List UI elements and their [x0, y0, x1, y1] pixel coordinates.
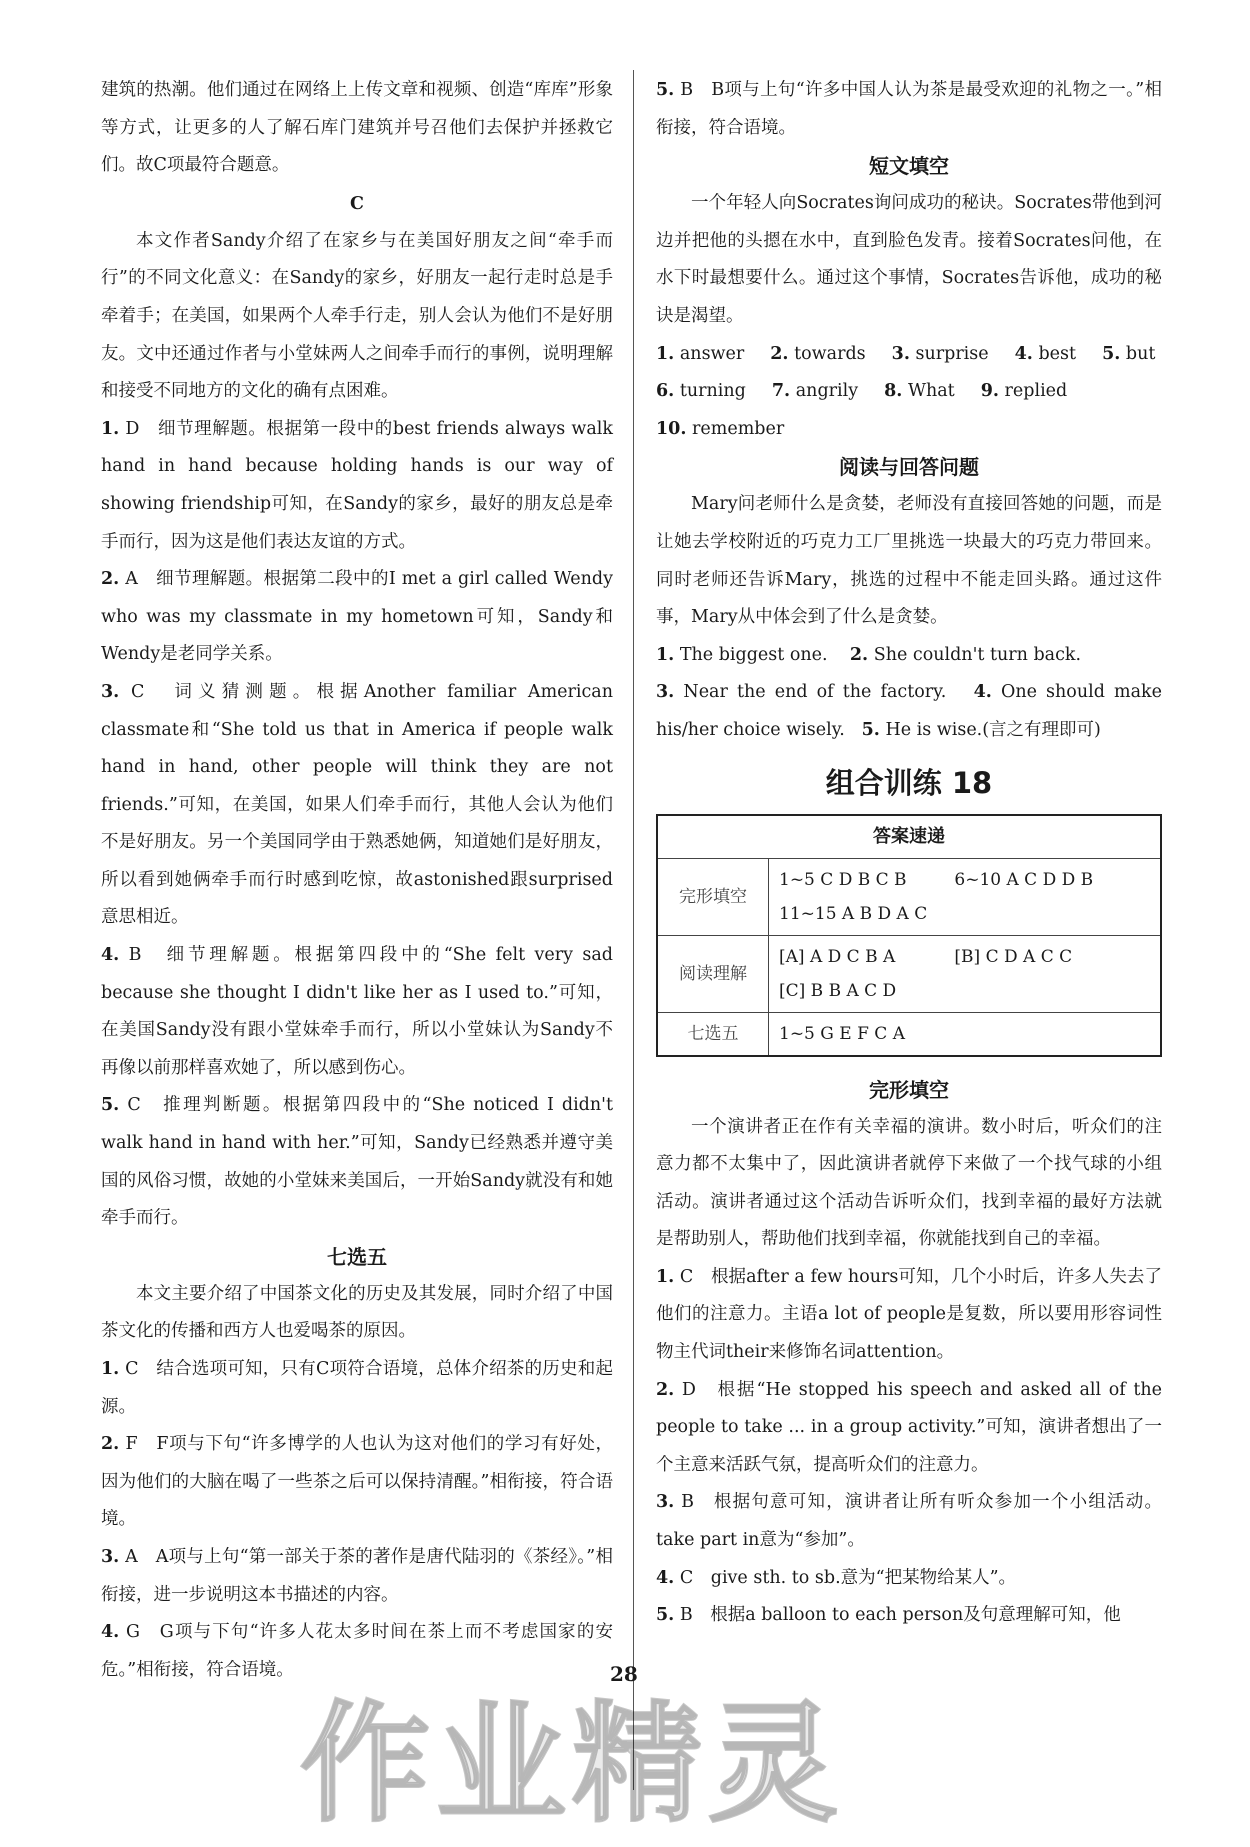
reading-qa-summary: Mary问老师什么是贪婪，老师没有直接回答她的问题，而是让她去学校附近的巧克力工厂里挑选一块最大的巧克力带回来。同时老师还告诉Mary，挑选的过程中不能走回头路。通过这件事，Mary从中体会到了什么是贪婪。	[656, 494, 1162, 628]
section-c-item-5: 5. C 推理判断题。根据第四段中的“She noticed I didn't walk hand in hand with her.”可知，Sandy已经熟悉并遵守美国的风俗习惯，故她的小堂妹来美国后，一开始Sandy就没有和她牵手而行。	[101, 1095, 613, 1229]
column-divider	[633, 70, 634, 1790]
cloze-item-3: 3. B 根据句意可知，演讲者让所有听众参加一个小组活动。take part in意为“参加”。	[656, 1492, 1162, 1551]
cloze-item-5: 5. B 根据a balloon to each person及句意理解可知，他	[656, 1605, 1121, 1626]
watermark: 作业精灵	[300, 1688, 845, 1840]
list-item: 2. towards	[770, 343, 866, 364]
section-c-item-1: 1. D 细节理解题。根据第一段中的best friends always walk hand in hand because holding hands is our way of showing friendship可知，在Sandy的家乡，最好的朋友总是牵手而行，因为这是他们表达友谊的方式。	[101, 418, 613, 552]
short-fill-heading: 短文填空	[869, 154, 949, 179]
list-item: 5. but	[1102, 343, 1156, 364]
answer-table-header: 答案速递	[657, 815, 1161, 859]
training-title: 组合训练 18	[825, 765, 993, 800]
cloze-heading: 完形填空	[869, 1077, 949, 1102]
table-row: 阅读理解 [A] A D C B A [B] C D A C C [C] B B A C D	[657, 935, 1161, 1012]
reading-qa-heading: 阅读与回答问题	[839, 455, 979, 480]
section-c-item-2: 2. A 细节理解题。根据第二段中的I met a girl called Wendy who was my classmate in my hometown可知，Sandy和Wendy是老同学关系。	[101, 569, 613, 665]
list-item: 10. remember	[656, 418, 785, 439]
list-item: 8. What	[884, 381, 955, 402]
top-item-5: 5. B B项与上句“许多中国人认为茶是最受欢迎的礼物之一。”相衔接，符合语境。	[656, 80, 1162, 138]
list-item: 4. best	[1014, 343, 1077, 364]
section-c-summary: 本文作者Sandy介绍了在家乡与在美国好朋友之间“牵手而行”的不同文化意义：在Sandy的家乡，好朋友一起行走时总是手牵着手；在美国，如果两个人牵手行走，别人会认为他们不是好朋友。文中还通过作者与小堂妹两人之间牵手而行的事例，说明理解和接受不同地方的文化的确有点困难。	[101, 230, 613, 402]
list-item: 1. answer	[656, 343, 745, 364]
section-7x5-item-2: 2. F F项与下句“许多博学的人也认为这对他们的学习有好处，因为他们的大脑在喝了一些茶之后可以保持清醒。”相衔接，符合语境。	[101, 1434, 613, 1530]
section-7x5-item-3: 3. A A项与上句“第一部关于茶的著作是唐代陆羽的《茶经》。”相衔接，进一步说明这本书描述的内容。	[101, 1546, 613, 1605]
section-c-item-3: 3. C 词义猜测题。根据Another familiar American classmate和“She told us that in America if people walk hand in hand, other people will think they are not friends.”可知，在美国，如果人们牵手而行，其他人会认为他们不是好朋友。另一个美国同学由于熟悉她俩，知道她们是好朋友，所以看到她俩牵手而行时感到吃惊，故astonished跟surprised意思相近。	[101, 681, 613, 928]
list-item: 6. turning	[656, 381, 746, 402]
short-fill-answers	[656, 336, 1162, 449]
short-fill-summary: 一个年轻人向Socrates询问成功的秘诀。Socrates带他到河边并把他的头摁在水中，直到脸色发青。接着Socrates问他，在水下时最想要什么。通过这个事情，Socrates告诉他，成功的秘诀是渴望。	[656, 193, 1162, 326]
reading-qa-answers: 1. The biggest one. 2. She couldn't turn back. 3. Near the end of the factory. 4. One should make his/her choice wisely. 5. He is wise.(言之有理即可)	[656, 644, 1162, 740]
list-item: 9. replied	[980, 381, 1068, 402]
cloze-item-2: 2. D 根据“He stopped his speech and asked all of the people to take ... in a group activity.”可知，演讲者想出了一个主意来活跃气氛，提高听众们的注意力。	[656, 1379, 1162, 1475]
list-item: 3. surprise	[891, 343, 989, 364]
cloze-summary: 一个演讲者正在作有关幸福的演讲。数小时后，听众们的注意力都不太集中了，因此演讲者就停下来做了一个找气球的小组活动。演讲者通过这个活动告诉听众们，找到幸福的最好方法就是帮助别人，帮助他们找到幸福，你就能找到自己的幸福。	[656, 1116, 1162, 1250]
section-7x5-item-4: 4. G G项与下句“许多人花太多时间在茶上而不考虑国家的安危。”相衔接，符合语境。	[101, 1622, 613, 1680]
page-number: 28	[610, 1662, 638, 1686]
section-c-item-4: 4. B 细节理解题。根据第四段中的“She felt very sad because she thought I didn't like her as I used to.”可知，在美国Sandy没有跟小堂妹牵手而行，所以小堂妹认为Sandy不再像以前那样喜欢她了，所以感到伤心。	[101, 945, 613, 1078]
table-row: 七选五 1~5 G E F C A	[657, 1012, 1161, 1056]
right-column	[656, 72, 1162, 1635]
list-item: 7. angrily	[771, 381, 859, 402]
section-7x5-summary: 本文主要介绍了中国茶文化的历史及其发展，同时介绍了中国茶文化的传播和西方人也爱喝茶的原因。	[101, 1283, 613, 1342]
intro-paragraph: 建筑的热潮。他们通过在网络上上传文章和视频、创造“库库”形象等方式，让更多的人了解石库门建筑并号召他们去保护并拯救它们。故C项最符合题意。	[101, 80, 613, 176]
cloze-item-1: 1. C 根据after a few hours可知，几个小时后，许多人失去了他们的注意力。主语a lot of people是复数，所以要用形容词性物主代词their来修饰名词attention。	[656, 1266, 1162, 1363]
answer-table	[656, 814, 1162, 1057]
section-c-heading: C	[350, 193, 364, 214]
section-7x5-heading: 七选五	[327, 1244, 387, 1269]
section-7x5-item-1: 1. C 结合选项可知，只有C项符合语境，总体介绍茶的历史和起源。	[101, 1359, 613, 1417]
cloze-item-4: 4. C give sth. to sb.意为“把某物给某人”。	[656, 1567, 1017, 1588]
table-row: 完形填空 1~5 C D B C B 6~10 A C D D B 11~15 A B D A C	[657, 858, 1161, 935]
left-column	[101, 72, 613, 1689]
